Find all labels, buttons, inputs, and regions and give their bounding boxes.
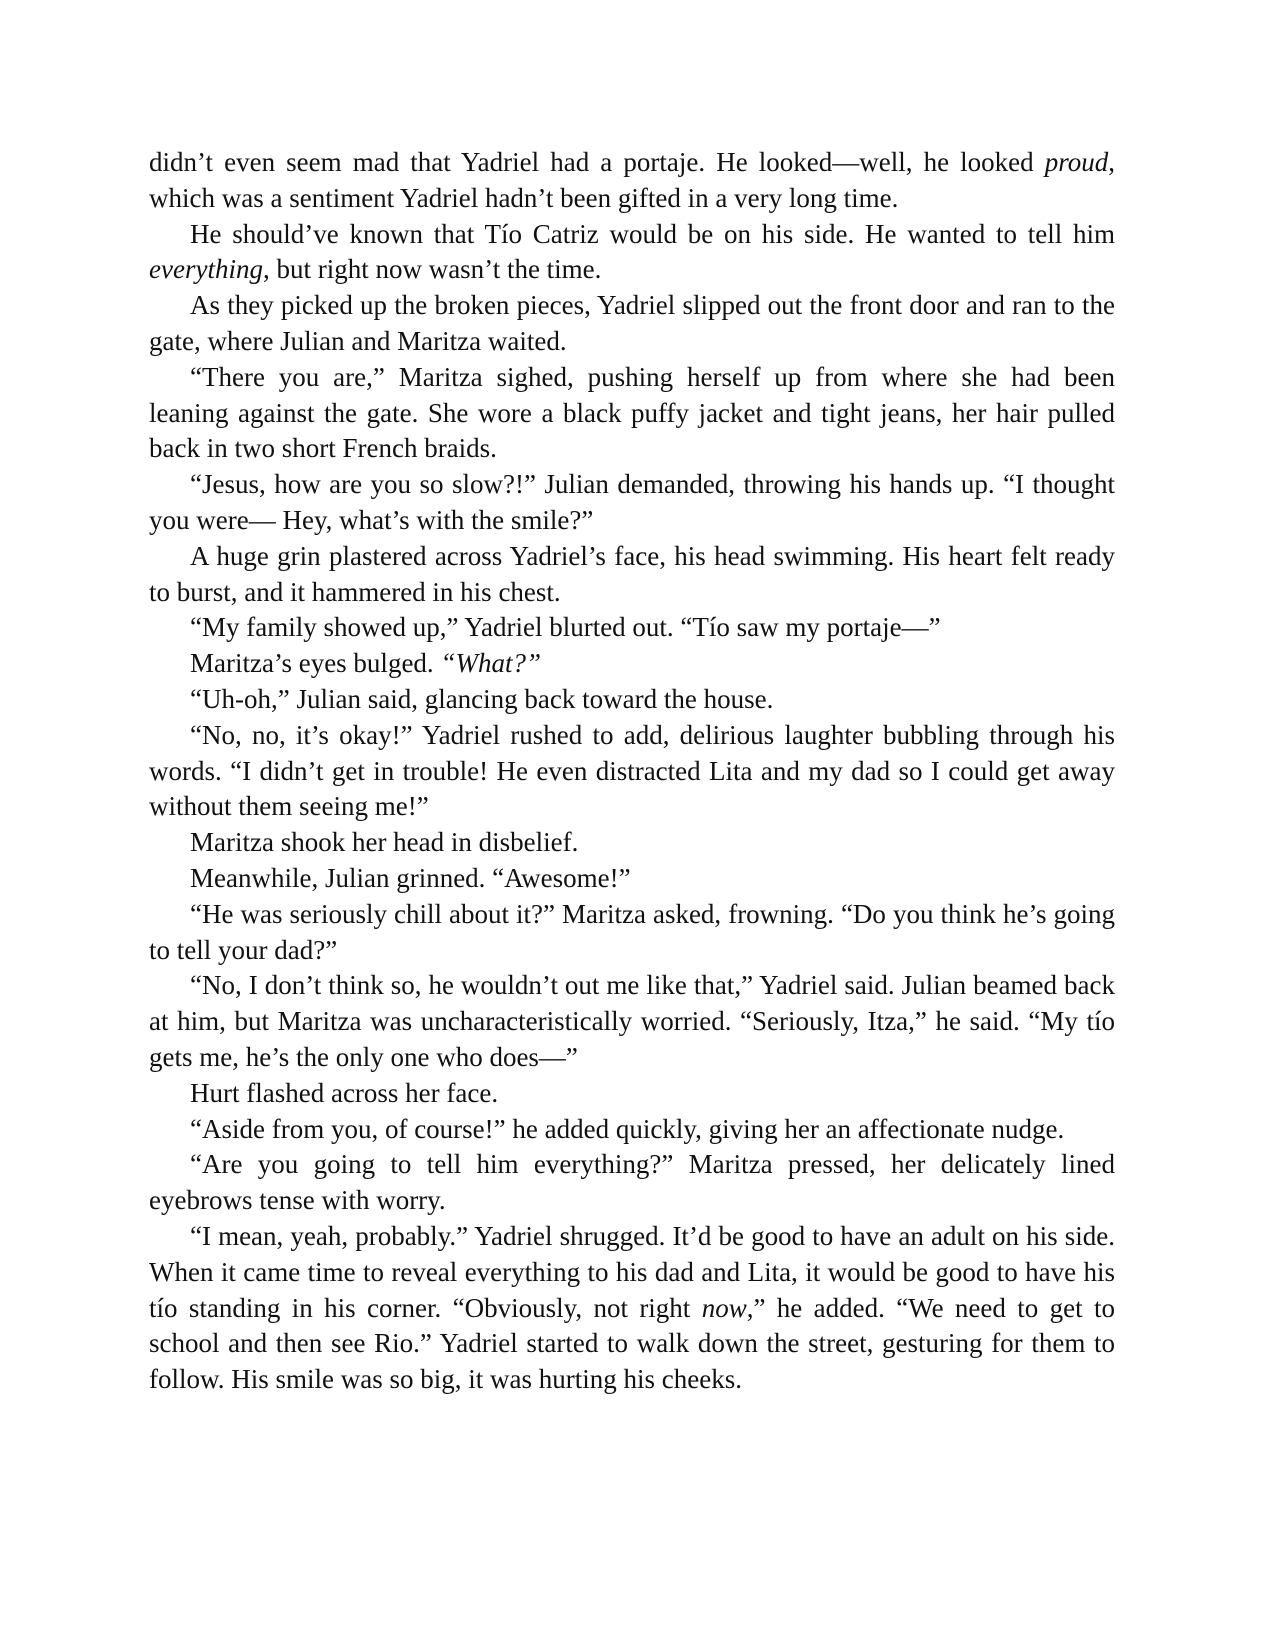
- paragraph-text: “No, I don’t think so, he wouldn’t out me like that,” Yadriel said. Julian beamed back at him, but Maritza was uncharacteristically worried. “Seriously, Itza,” he said. “My tío gets me, he’s the only one who does—”: [149, 970, 1115, 1072]
- italic-text: “What?”: [440, 648, 541, 679]
- paragraph-text: “Jesus, how are you so slow?!” Julian demanded, throwing his hands up. “I thought you were— Hey, what’s with the smile?”: [149, 469, 1115, 535]
- italic-text: proud: [1044, 147, 1109, 177]
- paragraph: [149, 145, 1115, 217]
- paragraph: [149, 1147, 1115, 1219]
- paragraph-text: , which was a sentiment Yadriel hadn’t been gifted in a very long time.: [149, 147, 1115, 213]
- paragraph: [149, 682, 1115, 718]
- paragraph-text: “There you are,” Maritza sighed, pushing herself up from where she had been leaning against the gate. She wore a black puffy jacket and tight jeans, her hair pulled back in two short French braids.: [149, 361, 1115, 464]
- paragraph-text: As they picked up the broken pieces, Yadriel slipped out the front door and ran to the gate, where Julian and Maritza waited.: [149, 290, 1115, 356]
- paragraph-text: “Aside from you, of course!” he added quickly, giving her an affectionate nudge.: [190, 1113, 1065, 1144]
- paragraph: [149, 610, 1115, 646]
- paragraph-text: Maritza’s eyes bulged.: [190, 648, 441, 679]
- paragraph: [149, 646, 1115, 682]
- paragraph: [149, 968, 1115, 1075]
- paragraph: [149, 1112, 1115, 1148]
- paragraph: [149, 1219, 1115, 1398]
- paragraph-text: “Are you going to tell him everything?” Maritza pressed, her delicately lined eyebrows tense with worry.: [149, 1149, 1115, 1216]
- paragraph-text: “No, no, it’s okay!” Yadriel rushed to add, delirious laughter bubbling through his words. “I didn’t get in trouble! He even distracted Lita and my dad so I could get away without them seeing me!”: [149, 719, 1115, 822]
- italic-text: everything: [149, 254, 263, 285]
- paragraph: [149, 288, 1115, 360]
- paragraph-text: , but right now wasn’t the time.: [262, 254, 602, 285]
- paragraph: [149, 825, 1115, 861]
- paragraph: [149, 718, 1115, 825]
- italic-text: now: [701, 1292, 747, 1323]
- paragraph-text: Maritza shook her head in disbelief.: [190, 827, 579, 858]
- paragraph-text: “I mean, yeah, probably.” Yadriel shrugged. It’d be good to have an adult on his side. When it came time to reveal everything to his dad and Lita, it would be good to have his tío standing in his corner. “Obviously, not right: [149, 1220, 1115, 1323]
- paragraph: [149, 217, 1115, 289]
- paragraph-text: “My family showed up,” Yadriel blurted out. “Tío saw my portaje—”: [190, 612, 941, 643]
- paragraph-text: A huge grin plastered across Yadriel’s face, his head swimming. His heart felt ready to burst, and it hammered in his chest.: [149, 540, 1115, 607]
- paragraph: [149, 467, 1115, 539]
- paragraph: [149, 1076, 1115, 1112]
- paragraph: [149, 360, 1115, 467]
- paragraph: [149, 897, 1115, 969]
- paragraph-text: He should’ve known that Tío Catriz would be on his side. He wanted to tell him: [190, 218, 1115, 249]
- paragraph-text: “Uh-oh,” Julian said, glancing back toward the house.: [190, 683, 774, 714]
- book-page-body: [149, 145, 1115, 1398]
- paragraph-text: ,” he added. “We need to get to school and then see Rio.” Yadriel started to walk down the street, gesturing for them to follow. His smile was so big, it was hurting his cheeks.: [149, 1292, 1115, 1395]
- paragraph-text: Meanwhile, Julian grinned. “Awesome!”: [190, 862, 631, 893]
- paragraph-text: “He was seriously chill about it?” Maritza asked, frowning. “Do you think he’s going to tell your dad?”: [149, 898, 1115, 965]
- paragraph: [149, 539, 1115, 611]
- paragraph-text: Hurt flashed across her face.: [190, 1077, 499, 1108]
- paragraph: [149, 861, 1115, 897]
- paragraph-text: didn’t even seem mad that Yadriel had a portaje. He looked—well, he looked: [149, 147, 1045, 177]
